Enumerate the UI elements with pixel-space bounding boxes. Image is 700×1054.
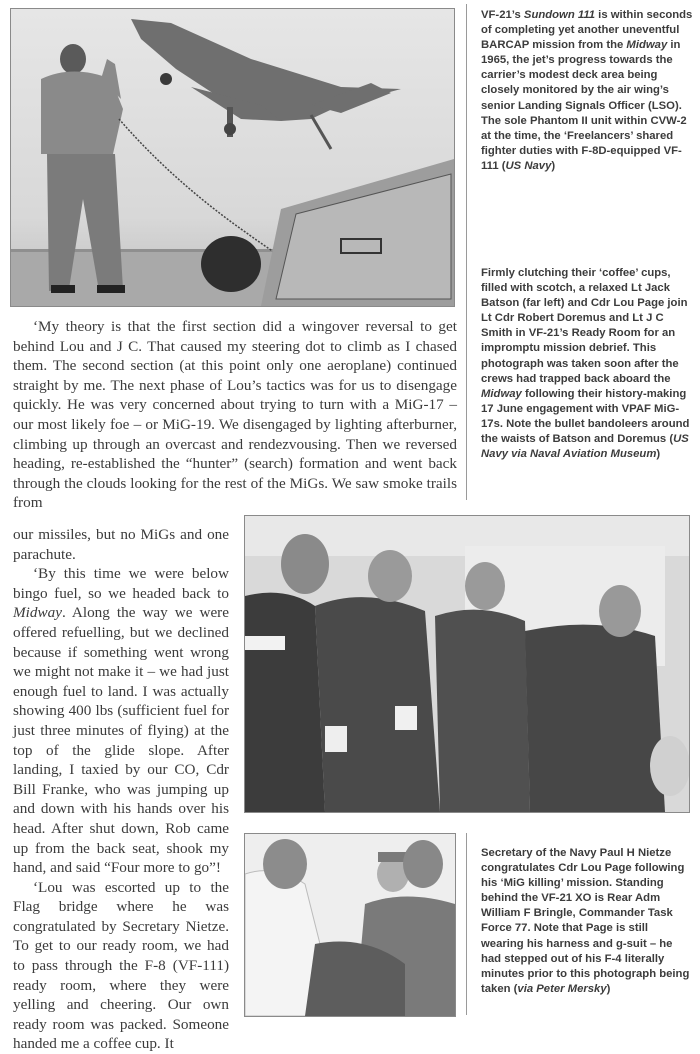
column-divider (466, 833, 467, 1015)
photo-ready-room (244, 515, 690, 813)
caption-photo-middle (481, 266, 693, 462)
caption-text-run: VF-21’s (481, 9, 524, 21)
paragraph: ‘Lou was escorted up to the Flag bridge where he was congratulated by Secretary Nietze. To get to our ready room, we had to pass through the F-8 (VF-111) ready room, where they were yelling and cheering. Our own ready room was packed. Someone handed me a coffee cup. It (13, 878, 229, 1053)
caption-text-run: ) (606, 982, 611, 995)
ship-name: Midway (13, 604, 62, 622)
caption-text-run: ) (656, 448, 661, 461)
paragraph-continued: our missiles, but no MiGs and one parachute. (13, 526, 229, 563)
caption-text-run: Firmly clutching their ‘coffee’ cups, filled with scotch, a relaxed Lt Jack Batson (far left) and Cdr Lou Page join Lt Cdr Robert Doremus and Lt J C Smith in VF-21’s Ready Room for an impromptu mission debrief. This photograph was taken soon after the crews had trapped back aboard the (481, 267, 688, 385)
photo-lso-phantom (10, 8, 455, 307)
photo-secretary-nietze (244, 833, 456, 1017)
caption-italic-run: via Peter Mersky (517, 982, 607, 995)
caption-italic-run: US Navy via Naval Aviation Museum (481, 433, 689, 461)
caption-text-run: ) (551, 159, 556, 172)
caption-italic-run: Midway (481, 387, 522, 400)
paragraph-text: . Along the way we were offered refuelling, but we declined because if something went wrong we might not make it – we had just enough fuel to land. I was actually showing 400 lbs (sufficient fuel for just three minutes of flying) at the top of the glide slope. After landing, I taxied by our CO, Cdr Bill Franke, who was jumping up and down with his hands over his head. After shut down, Rob came up from the back seat, shook my hand, and said “Four more to go”! (13, 604, 229, 877)
caption-italic-run: Midway (626, 39, 668, 52)
paragraph-text: ‘By this time we were below bingo fuel, so we headed back to (13, 565, 229, 602)
paragraph (13, 564, 229, 878)
column-divider (466, 300, 467, 500)
caption-text-run: is within seconds of completing yet another uneventful BARCAP mission from the (481, 9, 693, 52)
paragraph: ‘My theory is that the first section did a wingover reversal to get behind Lou and J C. That caused my steering dot to climb as I chased them. The second section (at this point only one aeroplane) continued straight by me. The next phase of Lou’s tactics was for us to disengage quickly. He was very concerned about trying to turn with a MiG-17 – our most likely foe – or MiG-19. We disengaged by lighting afterburner, climbing up through an overcast and rendezvousing. Then we reversed heading, re-established the “hunter” (search) formation and went back through the clouds looking for the rest of the MiGs. We saw smoke trails from (13, 318, 457, 512)
caption-photo-top (481, 8, 693, 174)
caption-italic-run: US Navy (505, 159, 552, 172)
body-text-wide (13, 317, 457, 513)
caption-photo-bottom (481, 846, 693, 997)
caption-text-run: in 1965, the jet’s progress towards the carrier’s modest deck area being closely monitored by the air wing’s senior Landing Signals Officer (LSO). The sole Phantom II unit within CVW-2 at the time, the ‘Freelancers’ shared fighter duties with F-8D-equipped VF-111 ( (481, 39, 687, 172)
caption-text-run: Secretary of the Navy Paul H Nietze congratulates Cdr Lou Page following his ‘MiG killing’ mission. Standing behind the VF-21 XO is Rear Adm William F Bringle, Commander Task Force 77. Note that Page is still wearing his harness and g-suit – he had stepped out of his F-4 literally minutes prior to this photograph being taken ( (481, 847, 690, 995)
column-divider (466, 4, 467, 300)
caption-text-run: following their history-making 17 June engagement with VPAF MiG-17s. Note the bullet bandoleers around the waists of Batson and Doremus ( (481, 387, 690, 446)
body-text-narrow (13, 525, 229, 1054)
caption-italic-run: Sundown 111 (523, 9, 596, 21)
